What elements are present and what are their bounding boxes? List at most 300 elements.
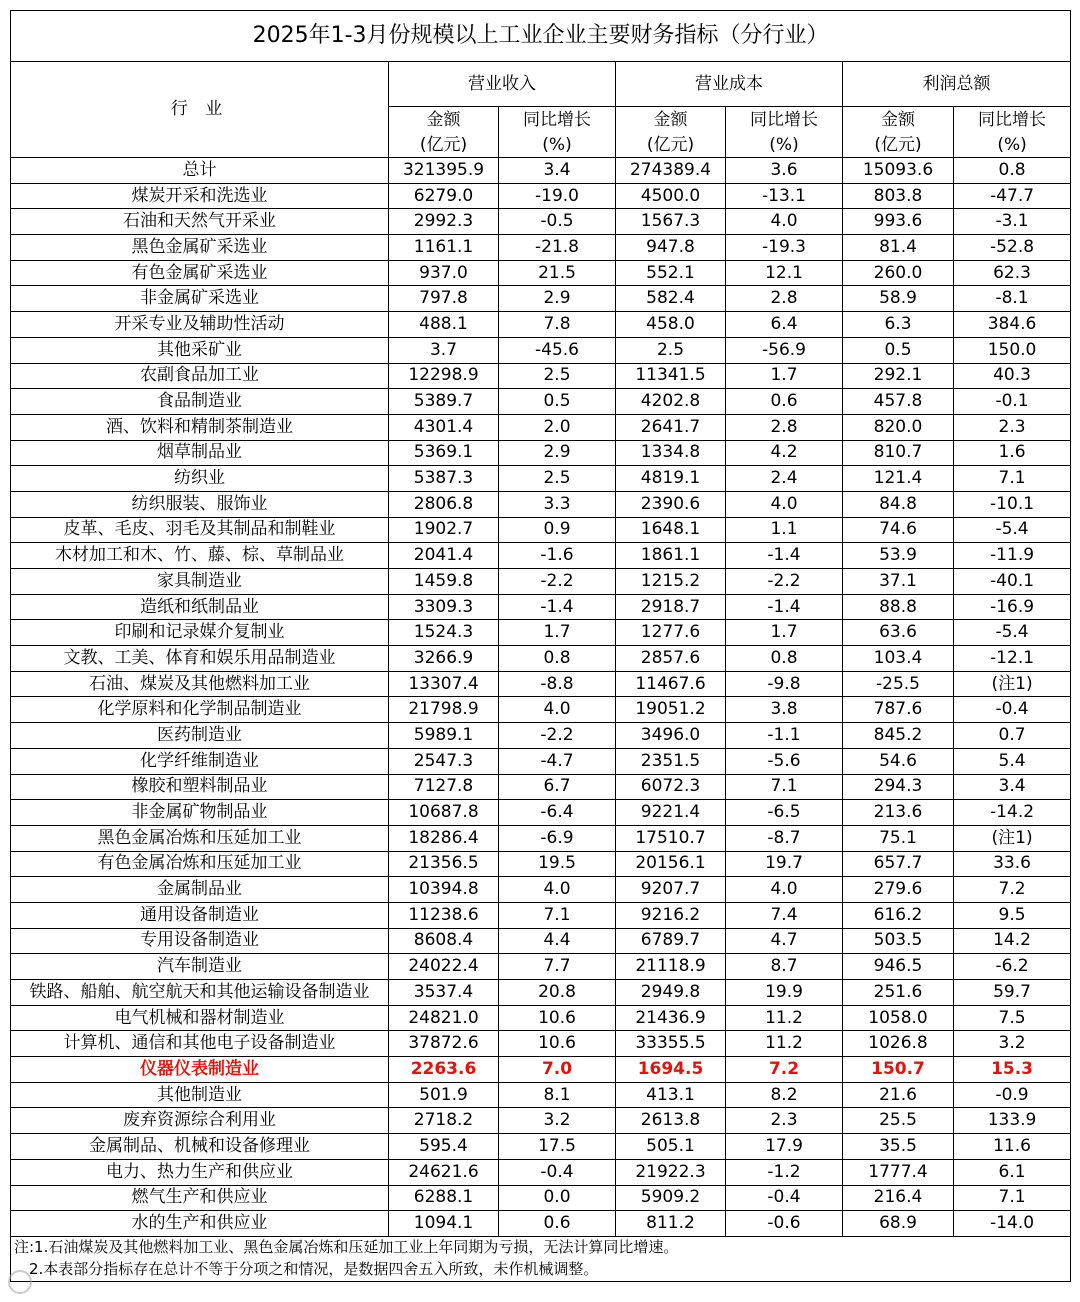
profit-amount-cell: 810.7 <box>843 440 954 466</box>
unit-label: (%) <box>954 133 1071 158</box>
cost-growth-cell: 0.6 <box>726 389 843 415</box>
table-row <box>11 363 1071 389</box>
revenue-amount-cell: 5989.1 <box>389 723 499 749</box>
cost-amount-cell: 1277.6 <box>616 620 726 646</box>
revenue-growth-cell: 7.0 <box>499 1057 616 1083</box>
profit-amount-cell: 946.5 <box>843 954 954 980</box>
revenue-amount-cell: 321395.9 <box>389 158 499 184</box>
profit-amount-cell: 292.1 <box>843 363 954 389</box>
industry-name-cell: 其他采矿业 <box>11 337 389 363</box>
revenue-growth-cell: 2.9 <box>499 440 616 466</box>
cost-growth-cell: 2.8 <box>726 286 843 312</box>
profit-amount-cell: 15093.6 <box>843 158 954 184</box>
industry-name-cell: 医药制造业 <box>11 723 389 749</box>
profit-growth-cell: -14.0 <box>954 1211 1071 1237</box>
profit-growth-cell: 15.3 <box>954 1057 1071 1083</box>
table-row <box>11 1108 1071 1134</box>
profit-growth-cell: -11.9 <box>954 543 1071 569</box>
revenue-growth-cell: -0.5 <box>499 209 616 235</box>
industry-name-cell: 家具制造业 <box>11 569 389 595</box>
table-row <box>11 543 1071 569</box>
cost-growth-cell: 3.6 <box>726 158 843 184</box>
industry-name-cell: 造纸和纸制品业 <box>11 594 389 620</box>
cost-growth-cell: 17.9 <box>726 1134 843 1160</box>
table-row <box>11 774 1071 800</box>
profit-amount-header: 金额 <box>843 107 954 134</box>
revenue-growth-cell: -21.8 <box>499 235 616 261</box>
profit-growth-cell: 59.7 <box>954 980 1071 1006</box>
revenue-amount-cell: 3537.4 <box>389 980 499 1006</box>
revenue-amount-cell: 24621.6 <box>389 1159 499 1185</box>
revenue-growth-cell: 10.6 <box>499 1005 616 1031</box>
profit-amount-cell: 993.6 <box>843 209 954 235</box>
cost-amount-cell: 21436.9 <box>616 1005 726 1031</box>
profit-amount-cell: 88.8 <box>843 594 954 620</box>
revenue-amount-cell: 11238.6 <box>389 902 499 928</box>
table-row <box>11 825 1071 851</box>
profit-growth-cell: 7.1 <box>954 1185 1071 1211</box>
revenue-growth-cell: -6.9 <box>499 825 616 851</box>
revenue-amount-cell: 937.0 <box>389 260 499 286</box>
revenue-amount-cell: 7127.8 <box>389 774 499 800</box>
industry-name-cell: 黑色金属矿采选业 <box>11 235 389 261</box>
table-row <box>11 414 1071 440</box>
cost-amount-cell: 2641.7 <box>616 414 726 440</box>
cost-amount-cell: 21922.3 <box>616 1159 726 1185</box>
profit-growth-cell: -16.9 <box>954 594 1071 620</box>
revenue-amount-cell: 488.1 <box>389 312 499 338</box>
cost-growth-cell: -19.3 <box>726 235 843 261</box>
cost-amount-cell: 2918.7 <box>616 594 726 620</box>
revenue-growth-cell: 3.3 <box>499 491 616 517</box>
unit-label: (%) <box>499 133 616 158</box>
cost-growth-header: 同比增长 <box>726 107 843 134</box>
profit-amount-cell: 58.9 <box>843 286 954 312</box>
revenue-growth-cell: 2.0 <box>499 414 616 440</box>
profit-growth-cell: 33.6 <box>954 851 1071 877</box>
industry-name-cell: 石油和天然气开采业 <box>11 209 389 235</box>
revenue-growth-cell: -8.8 <box>499 671 616 697</box>
revenue-amount-cell: 797.8 <box>389 286 499 312</box>
profit-growth-cell: 0.7 <box>954 723 1071 749</box>
table-row <box>11 1057 1071 1083</box>
revenue-growth-cell: 7.1 <box>499 902 616 928</box>
table-row <box>11 235 1071 261</box>
table-row <box>11 1185 1071 1211</box>
profit-growth-cell: -12.1 <box>954 646 1071 672</box>
profit-growth-cell: -5.4 <box>954 620 1071 646</box>
industry-name-cell: 非金属矿物制品业 <box>11 800 389 826</box>
cost-amount-cell: 413.1 <box>616 1082 726 1108</box>
industry-name-cell: 金属制品业 <box>11 877 389 903</box>
cost-amount-cell: 33355.5 <box>616 1031 726 1057</box>
table-row <box>11 928 1071 954</box>
revenue-amount-cell: 8608.4 <box>389 928 499 954</box>
table-row <box>11 1134 1071 1160</box>
industry-name-cell: 通用设备制造业 <box>11 902 389 928</box>
revenue-growth-cell: 0.9 <box>499 517 616 543</box>
industry-name-cell: 有色金属冶炼和压延加工业 <box>11 851 389 877</box>
cost-growth-cell: 6.4 <box>726 312 843 338</box>
table-row <box>11 902 1071 928</box>
cost-amount-cell: 4819.1 <box>616 466 726 492</box>
profit-amount-cell: 279.6 <box>843 877 954 903</box>
cost-growth-cell: 4.7 <box>726 928 843 954</box>
industry-name-cell: 仪器仪表制造业 <box>11 1057 389 1083</box>
cost-amount-cell: 1694.5 <box>616 1057 726 1083</box>
cost-amount-cell: 4500.0 <box>616 183 726 209</box>
profit-growth-cell: 40.3 <box>954 363 1071 389</box>
industry-name-cell: 橡胶和塑料制品业 <box>11 774 389 800</box>
industry-name-cell: 文教、工美、体育和娱乐用品制造业 <box>11 646 389 672</box>
revenue-amount-cell: 2041.4 <box>389 543 499 569</box>
cost-amount-cell: 1648.1 <box>616 517 726 543</box>
table-row <box>11 594 1071 620</box>
unit-label: (亿元) <box>843 133 954 158</box>
profit-amount-cell: 81.4 <box>843 235 954 261</box>
profit-growth-cell: -3.1 <box>954 209 1071 235</box>
cost-amount-cell: 9207.7 <box>616 877 726 903</box>
revenue-amount-cell: 1902.7 <box>389 517 499 543</box>
profit-amount-cell: 260.0 <box>843 260 954 286</box>
revenue-amount-cell: 1459.8 <box>389 569 499 595</box>
profit-amount-cell: 25.5 <box>843 1108 954 1134</box>
revenue-growth-cell: 19.5 <box>499 851 616 877</box>
revenue-growth-cell: -2.2 <box>499 569 616 595</box>
cost-amount-cell: 2949.8 <box>616 980 726 1006</box>
table-row <box>11 954 1071 980</box>
cost-amount-cell: 811.2 <box>616 1211 726 1237</box>
table-row <box>11 183 1071 209</box>
cost-amount-cell: 4202.8 <box>616 389 726 415</box>
industry-name-cell: 纺织服装、服饰业 <box>11 491 389 517</box>
profit-growth-cell: (注1) <box>954 825 1071 851</box>
industry-name-cell: 计算机、通信和其他电子设备制造业 <box>11 1031 389 1057</box>
profit-growth-cell: -52.8 <box>954 235 1071 261</box>
revenue-amount-cell: 6279.0 <box>389 183 499 209</box>
profit-growth-cell: 14.2 <box>954 928 1071 954</box>
cost-growth-cell: 2.3 <box>726 1108 843 1134</box>
cost-amount-cell: 2390.6 <box>616 491 726 517</box>
table-row <box>11 980 1071 1006</box>
cost-growth-cell: 12.1 <box>726 260 843 286</box>
profit-growth-cell: -5.4 <box>954 517 1071 543</box>
cost-growth-cell: 7.2 <box>726 1057 843 1083</box>
cost-growth-cell: -1.4 <box>726 543 843 569</box>
profit-growth-cell: (注1) <box>954 671 1071 697</box>
revenue-growth-cell: 3.4 <box>499 158 616 184</box>
revenue-amount-cell: 2718.2 <box>389 1108 499 1134</box>
table-row <box>11 569 1071 595</box>
cost-growth-cell: 19.7 <box>726 851 843 877</box>
cost-amount-cell: 3496.0 <box>616 723 726 749</box>
cost-amount-cell: 11341.5 <box>616 363 726 389</box>
industry-name-cell: 纺织业 <box>11 466 389 492</box>
industry-name-cell: 农副食品加工业 <box>11 363 389 389</box>
profit-amount-cell: 294.3 <box>843 774 954 800</box>
revenue-growth-cell: -1.6 <box>499 543 616 569</box>
industry-name-cell: 电力、热力生产和供应业 <box>11 1159 389 1185</box>
profit-growth-cell: 7.5 <box>954 1005 1071 1031</box>
profit-group-header: 利润总额 <box>843 62 1071 107</box>
profit-amount-cell: 75.1 <box>843 825 954 851</box>
profit-growth-cell: 384.6 <box>954 312 1071 338</box>
revenue-growth-cell: 3.2 <box>499 1108 616 1134</box>
revenue-amount-cell: 501.9 <box>389 1082 499 1108</box>
table-row <box>11 440 1071 466</box>
revenue-growth-cell: -0.4 <box>499 1159 616 1185</box>
revenue-growth-cell: 8.1 <box>499 1082 616 1108</box>
cost-amount-cell: 20156.1 <box>616 851 726 877</box>
revenue-growth-cell: 10.6 <box>499 1031 616 1057</box>
cost-amount-cell: 17510.7 <box>616 825 726 851</box>
profit-amount-cell: 0.5 <box>843 337 954 363</box>
table-row <box>11 517 1071 543</box>
table-row <box>11 466 1071 492</box>
revenue-growth-cell: 0.5 <box>499 389 616 415</box>
cost-amount-header: 金额 <box>616 107 726 134</box>
cost-growth-cell: 11.2 <box>726 1031 843 1057</box>
cost-growth-cell: 3.8 <box>726 697 843 723</box>
cost-growth-cell: -8.7 <box>726 825 843 851</box>
profit-growth-cell: 11.6 <box>954 1134 1071 1160</box>
cost-amount-cell: 6072.3 <box>616 774 726 800</box>
table-row <box>11 723 1071 749</box>
revenue-amount-cell: 3266.9 <box>389 646 499 672</box>
industry-column-header: 行 业 <box>11 62 389 158</box>
industry-name-cell: 金属制品、机械和设备修理业 <box>11 1134 389 1160</box>
profit-growth-cell: -8.1 <box>954 286 1071 312</box>
profit-growth-cell: 5.4 <box>954 748 1071 774</box>
industry-name-cell: 黑色金属冶炼和压延加工业 <box>11 825 389 851</box>
cost-amount-cell: 1215.2 <box>616 569 726 595</box>
cost-amount-cell: 552.1 <box>616 260 726 286</box>
table-row <box>11 389 1071 415</box>
revenue-growth-cell: -2.2 <box>499 723 616 749</box>
table-row <box>11 1031 1071 1057</box>
revenue-growth-cell: 17.5 <box>499 1134 616 1160</box>
profit-amount-cell: 35.5 <box>843 1134 954 1160</box>
revenue-amount-cell: 1524.3 <box>389 620 499 646</box>
revenue-growth-cell: 0.0 <box>499 1185 616 1211</box>
revenue-growth-cell: -6.4 <box>499 800 616 826</box>
profit-growth-cell: -10.1 <box>954 491 1071 517</box>
industry-name-cell: 非金属矿采选业 <box>11 286 389 312</box>
cost-growth-cell: -6.5 <box>726 800 843 826</box>
revenue-growth-cell: -19.0 <box>499 183 616 209</box>
table-row <box>11 620 1071 646</box>
profit-amount-cell: 616.2 <box>843 902 954 928</box>
table-row <box>11 260 1071 286</box>
profit-growth-cell: 1.6 <box>954 440 1071 466</box>
revenue-amount-cell: 18286.4 <box>389 825 499 851</box>
cost-amount-cell: 2857.6 <box>616 646 726 672</box>
revenue-growth-cell: 6.7 <box>499 774 616 800</box>
revenue-amount-cell: 37872.6 <box>389 1031 499 1057</box>
revenue-growth-cell: 0.8 <box>499 646 616 672</box>
revenue-amount-cell: 13307.4 <box>389 671 499 697</box>
cost-growth-cell: 4.0 <box>726 491 843 517</box>
industry-name-cell: 煤炭开采和洗选业 <box>11 183 389 209</box>
profit-growth-cell: 7.1 <box>954 466 1071 492</box>
cost-growth-cell: 0.8 <box>726 646 843 672</box>
table-row <box>11 286 1071 312</box>
profit-growth-cell: -0.4 <box>954 697 1071 723</box>
cost-growth-cell: 1.1 <box>726 517 843 543</box>
cost-amount-cell: 458.0 <box>616 312 726 338</box>
industry-name-cell: 有色金属矿采选业 <box>11 260 389 286</box>
table-row <box>11 1082 1071 1108</box>
cost-growth-cell: -5.6 <box>726 748 843 774</box>
profit-growth-cell: 2.3 <box>954 414 1071 440</box>
revenue-amount-cell: 1094.1 <box>389 1211 499 1237</box>
cost-growth-cell: -0.4 <box>726 1185 843 1211</box>
profit-amount-cell: 84.8 <box>843 491 954 517</box>
table-row <box>11 851 1071 877</box>
profit-amount-cell: -25.5 <box>843 671 954 697</box>
cost-amount-cell: 582.4 <box>616 286 726 312</box>
cost-growth-cell: 1.7 <box>726 620 843 646</box>
cost-amount-cell: 1861.1 <box>616 543 726 569</box>
revenue-growth-cell: -45.6 <box>499 337 616 363</box>
revenue-growth-cell: 7.7 <box>499 954 616 980</box>
profit-growth-cell: -40.1 <box>954 569 1071 595</box>
cost-growth-cell: -0.6 <box>726 1211 843 1237</box>
revenue-growth-cell: 4.0 <box>499 697 616 723</box>
industry-name-cell: 木材加工和木、竹、藤、棕、草制品业 <box>11 543 389 569</box>
revenue-amount-cell: 5387.3 <box>389 466 499 492</box>
profit-amount-cell: 37.1 <box>843 569 954 595</box>
table-row <box>11 337 1071 363</box>
revenue-growth-cell: 21.5 <box>499 260 616 286</box>
revenue-group-header: 营业收入 <box>389 62 616 107</box>
cost-amount-cell: 274389.4 <box>616 158 726 184</box>
cost-amount-cell: 6789.7 <box>616 928 726 954</box>
industry-name-cell: 酒、饮料和精制茶制造业 <box>11 414 389 440</box>
cost-amount-cell: 1567.3 <box>616 209 726 235</box>
profit-amount-cell: 1058.0 <box>843 1005 954 1031</box>
unit-label: (亿元) <box>389 133 499 158</box>
revenue-amount-cell: 1161.1 <box>389 235 499 261</box>
cost-amount-cell: 2.5 <box>616 337 726 363</box>
profit-growth-cell: 6.1 <box>954 1159 1071 1185</box>
table-row <box>11 671 1071 697</box>
profit-growth-cell: 3.4 <box>954 774 1071 800</box>
profit-amount-cell: 457.8 <box>843 389 954 415</box>
profit-growth-cell: 0.8 <box>954 158 1071 184</box>
profit-amount-cell: 54.6 <box>843 748 954 774</box>
profit-growth-cell: -0.9 <box>954 1082 1071 1108</box>
cost-growth-cell: 7.1 <box>726 774 843 800</box>
profit-amount-cell: 74.6 <box>843 517 954 543</box>
profit-amount-cell: 63.6 <box>843 620 954 646</box>
revenue-growth-cell: -4.7 <box>499 748 616 774</box>
profit-growth-cell: 150.0 <box>954 337 1071 363</box>
profit-amount-cell: 68.9 <box>843 1211 954 1237</box>
profit-amount-cell: 503.5 <box>843 928 954 954</box>
cost-growth-cell: 1.7 <box>726 363 843 389</box>
footnote-2: 2.本表部分指标存在总计不等于分项之和情况，是数据四舍五入所致，未作机械调整。 <box>11 1259 1071 1282</box>
revenue-amount-cell: 2263.6 <box>389 1057 499 1083</box>
profit-growth-cell: -0.1 <box>954 389 1071 415</box>
profit-amount-cell: 820.0 <box>843 414 954 440</box>
profit-amount-cell: 150.7 <box>843 1057 954 1083</box>
profit-amount-cell: 213.6 <box>843 800 954 826</box>
profit-growth-cell: 7.2 <box>954 877 1071 903</box>
profit-amount-cell: 21.6 <box>843 1082 954 1108</box>
industry-name-cell: 其他制造业 <box>11 1082 389 1108</box>
revenue-growth-header: 同比增长 <box>499 107 616 134</box>
revenue-amount-cell: 10687.8 <box>389 800 499 826</box>
cost-growth-cell: 4.0 <box>726 209 843 235</box>
financial-indicators-table <box>10 10 1071 1282</box>
profit-amount-cell: 53.9 <box>843 543 954 569</box>
table-title: 2025年1-3月份规模以上工业企业主要财务指标（分行业） <box>11 11 1071 62</box>
profit-amount-cell: 216.4 <box>843 1185 954 1211</box>
revenue-growth-cell: 1.7 <box>499 620 616 646</box>
profit-growth-cell: 133.9 <box>954 1108 1071 1134</box>
profit-amount-cell: 1777.4 <box>843 1159 954 1185</box>
industry-name-cell: 印刷和记录媒介复制业 <box>11 620 389 646</box>
profit-amount-cell: 845.2 <box>843 723 954 749</box>
cost-growth-cell: 4.0 <box>726 877 843 903</box>
profit-growth-cell: -6.2 <box>954 954 1071 980</box>
industry-name-cell: 食品制造业 <box>11 389 389 415</box>
table-row <box>11 697 1071 723</box>
revenue-growth-cell: 2.5 <box>499 363 616 389</box>
table-row <box>11 748 1071 774</box>
industry-name-cell: 燃气生产和供应业 <box>11 1185 389 1211</box>
footnote-1: 注:1.石油煤炭及其他燃料加工业、黑色金属冶炼和压延加工业上年同期为亏损，无法计算同比增速。 <box>11 1236 1071 1259</box>
revenue-amount-cell: 595.4 <box>389 1134 499 1160</box>
cost-growth-cell: 11.2 <box>726 1005 843 1031</box>
profit-amount-cell: 251.6 <box>843 980 954 1006</box>
table-body <box>11 158 1071 1237</box>
cost-growth-cell: -1.1 <box>726 723 843 749</box>
cost-growth-cell: 7.4 <box>726 902 843 928</box>
table-row <box>11 209 1071 235</box>
cost-amount-cell: 11467.6 <box>616 671 726 697</box>
revenue-growth-cell: 4.4 <box>499 928 616 954</box>
profit-amount-cell: 657.7 <box>843 851 954 877</box>
table-row <box>11 800 1071 826</box>
revenue-amount-cell: 3.7 <box>389 337 499 363</box>
industry-name-cell: 总计 <box>11 158 389 184</box>
cost-amount-cell: 9221.4 <box>616 800 726 826</box>
revenue-amount-header: 金额 <box>389 107 499 134</box>
table-row <box>11 158 1071 184</box>
profit-amount-cell: 6.3 <box>843 312 954 338</box>
revenue-amount-cell: 5389.7 <box>389 389 499 415</box>
cost-group-header: 营业成本 <box>616 62 843 107</box>
revenue-amount-cell: 10394.8 <box>389 877 499 903</box>
cost-growth-cell: -1.2 <box>726 1159 843 1185</box>
table-row <box>11 646 1071 672</box>
industry-name-cell: 专用设备制造业 <box>11 928 389 954</box>
revenue-amount-cell: 2806.8 <box>389 491 499 517</box>
industry-name-cell: 烟草制品业 <box>11 440 389 466</box>
cost-growth-cell: -1.4 <box>726 594 843 620</box>
profit-amount-cell: 1026.8 <box>843 1031 954 1057</box>
revenue-amount-cell: 2547.3 <box>389 748 499 774</box>
table-row <box>11 312 1071 338</box>
industry-name-cell: 石油、煤炭及其他燃料加工业 <box>11 671 389 697</box>
table-row <box>11 877 1071 903</box>
industry-name-cell: 汽车制造业 <box>11 954 389 980</box>
cost-growth-cell: 4.2 <box>726 440 843 466</box>
revenue-amount-cell: 24022.4 <box>389 954 499 980</box>
revenue-amount-cell: 12298.9 <box>389 363 499 389</box>
